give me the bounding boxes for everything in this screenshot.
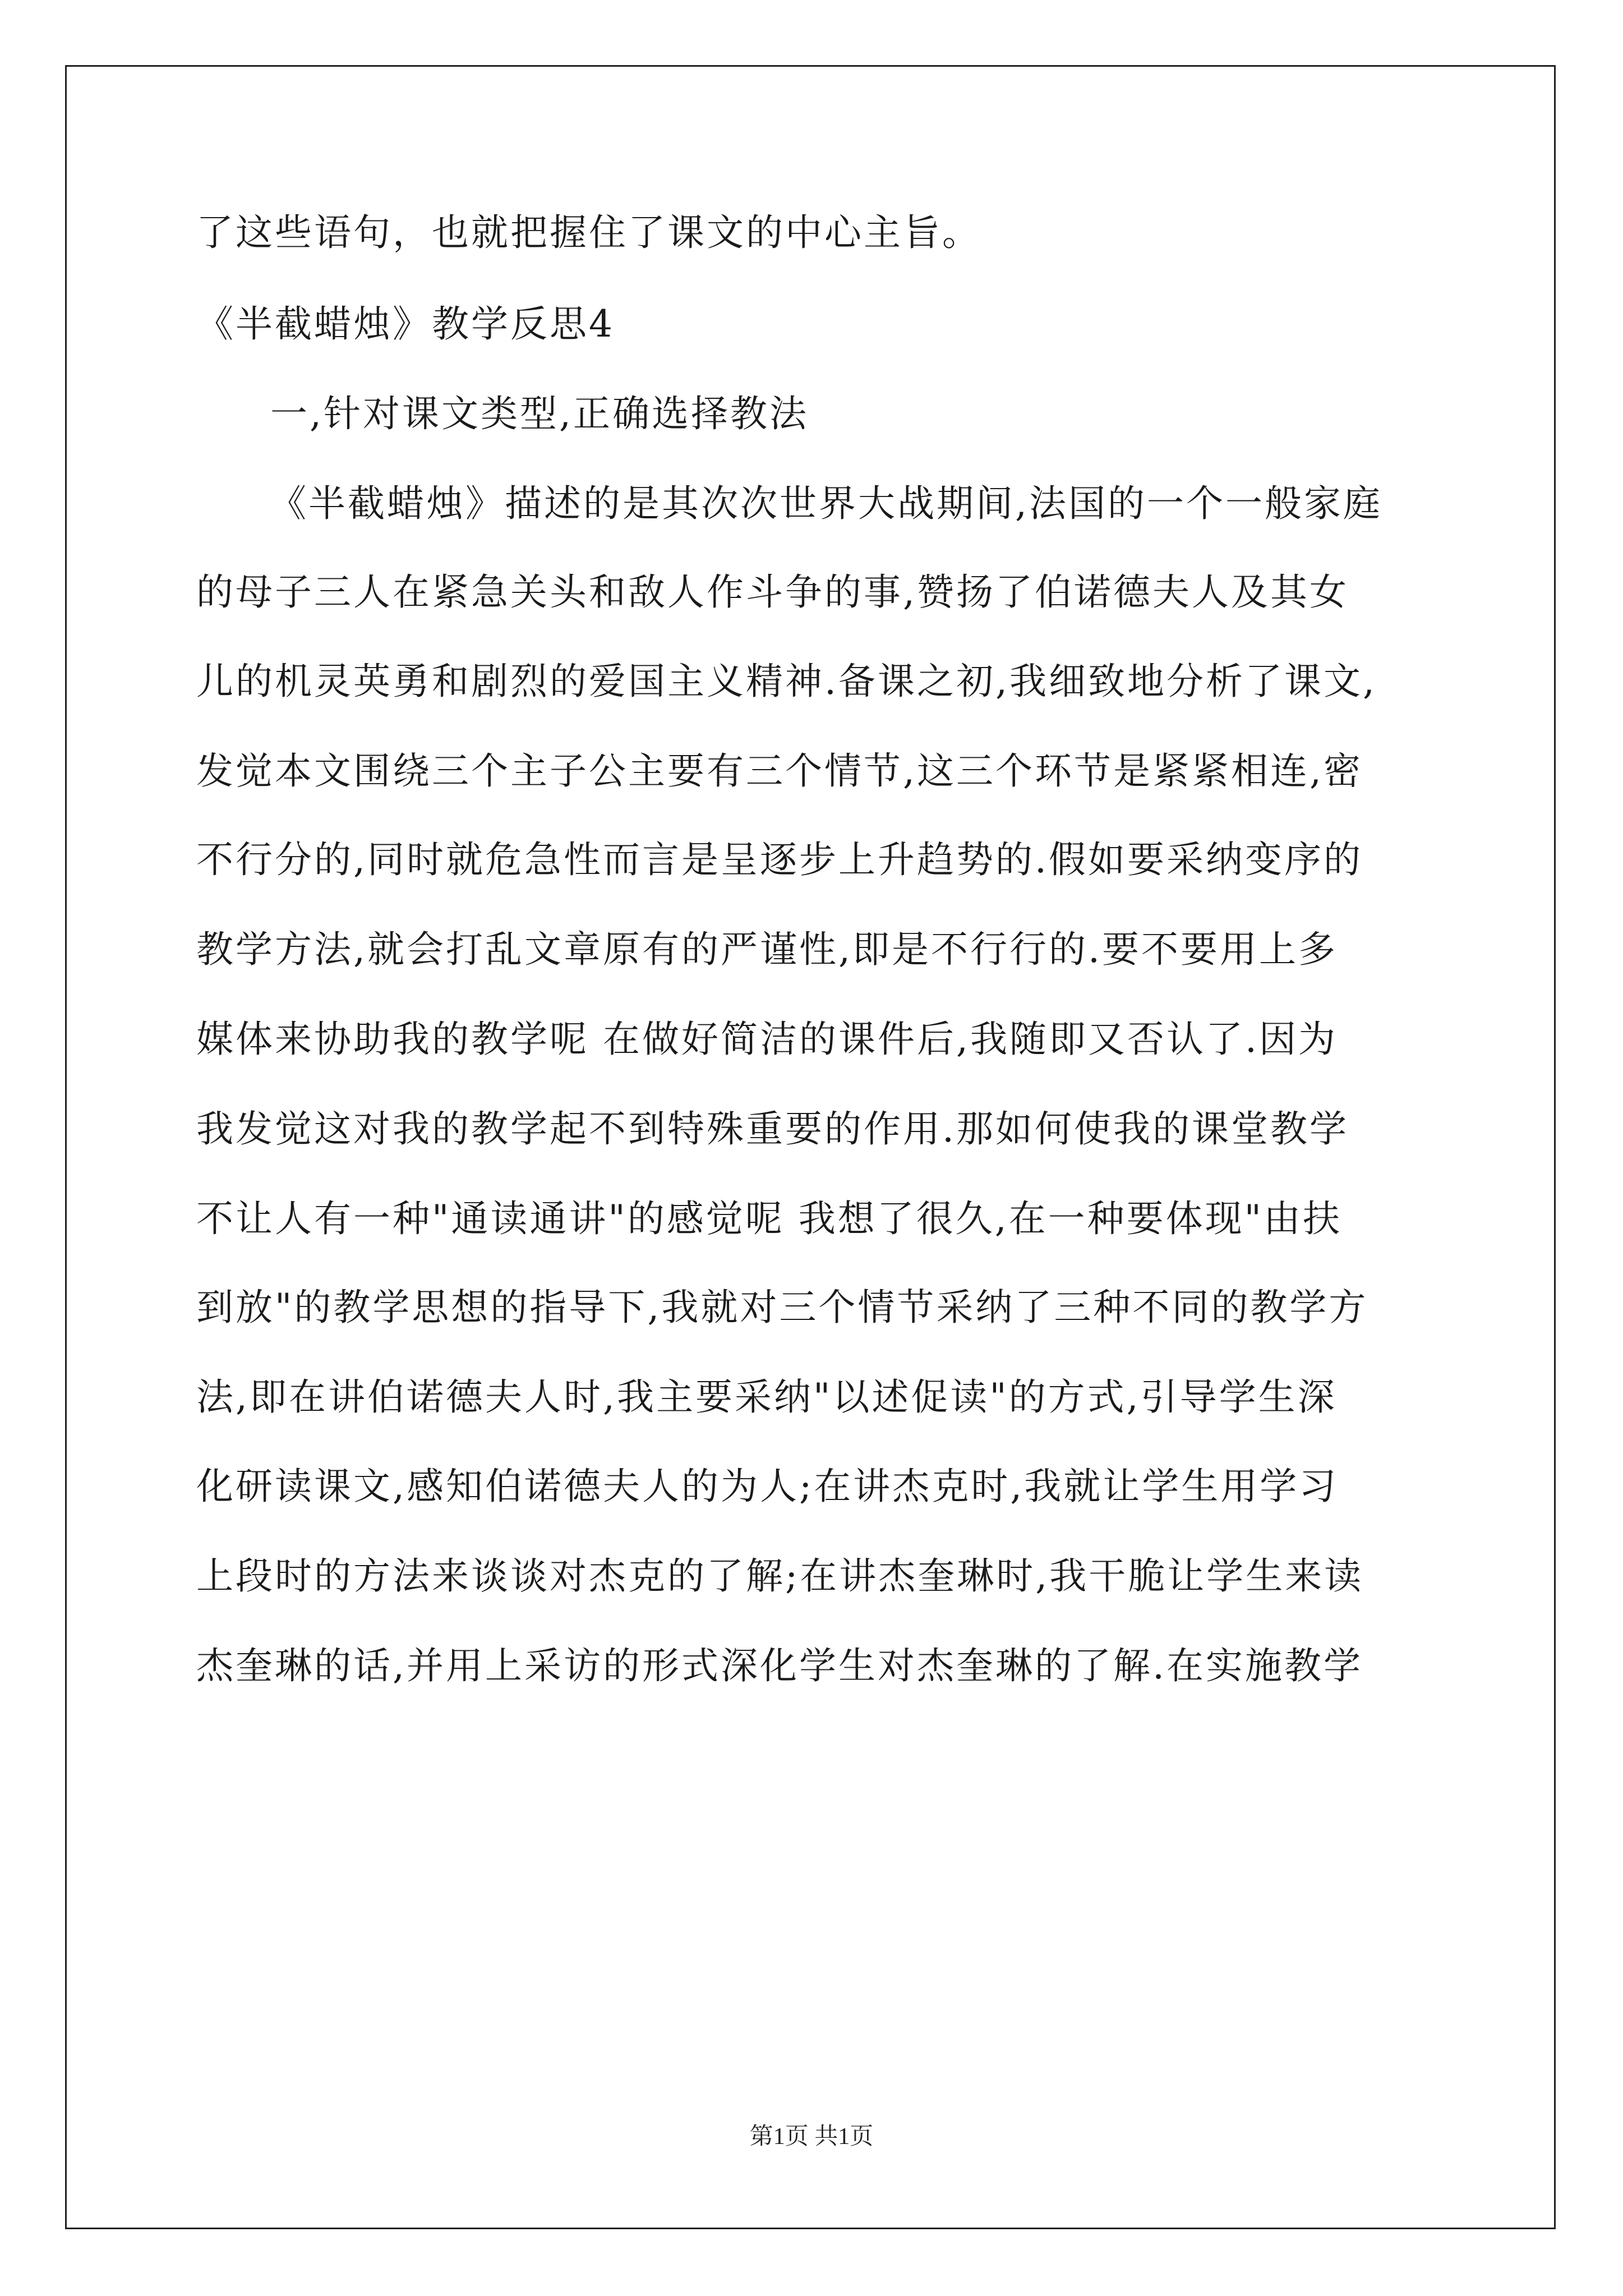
paragraph-line-12: 化研读课文,感知伯诺德夫人的为人;在讲杰克时,我就让学生用学习 xyxy=(196,1465,1339,1508)
paragraph-line-10: 到放"的教学思想的指导下,我就对三个情节采纳了三种不同的教学方 xyxy=(196,1286,1368,1329)
paragraph-line-2: 的母子三人在紧急关头和敌人作斗争的事,赞扬了伯诺德夫人及其女 xyxy=(196,570,1349,614)
paragraph-line-8: 我发觉这对我的教学起不到特殊重要的作用.那如何使我的课堂教学 xyxy=(196,1107,1349,1151)
paragraph-line-5: 不行分的,同时就危急性而言是呈逐步上升趋势的.假如要采纳变序的 xyxy=(196,838,1363,881)
paragraph-line-7: 媒体来协助我的教学呢 在做好简洁的课件后,我随即又否认了.因为 xyxy=(196,1018,1338,1061)
paragraph-line-9: 不让人有一种"通读通讲"的感觉呢 我想了很久,在一种要体现"由扶 xyxy=(196,1197,1343,1240)
paragraph-line-4: 发觉本文围绕三个主子公主要有三个情节,这三个环节是紧紧相连,密 xyxy=(196,749,1363,793)
page-footer: 第1页 共1页 xyxy=(749,2124,874,2150)
paragraph-line-6: 教学方法,就会打乱文章原有的严谨性,即是不行行的.要不要用上多 xyxy=(196,928,1338,971)
text-line-1: 了这些语句，也就把握住了课文的中心主旨。 xyxy=(196,211,981,254)
paragraph-line-3: 儿的机灵英勇和剧烈的爱国主义精神.备课之初,我细致地分析了课文, xyxy=(196,660,1377,703)
paragraph-line-1: 《半截蜡烛》描述的是其次次世界大战期间,法国的一个一般家庭 xyxy=(269,482,1382,525)
paragraph-line-13: 上段时的方法来谈谈对杰克的了解;在讲杰奎琳时,我干脆让学生来读 xyxy=(196,1554,1364,1598)
paragraph-line-14: 杰奎琳的话,并用上采访的形式深化学生对杰奎琳的了解.在实施教学 xyxy=(196,1644,1363,1687)
paragraph-line-11: 法,即在讲伯诺德夫人时,我主要采纳"以述促读"的方式,引导学生深 xyxy=(196,1375,1337,1419)
subheading-teaching-method: 一,针对课文类型,正确选择教法 xyxy=(270,392,809,435)
section-heading: 《半截蜡烛》教学反思4 xyxy=(196,302,615,346)
